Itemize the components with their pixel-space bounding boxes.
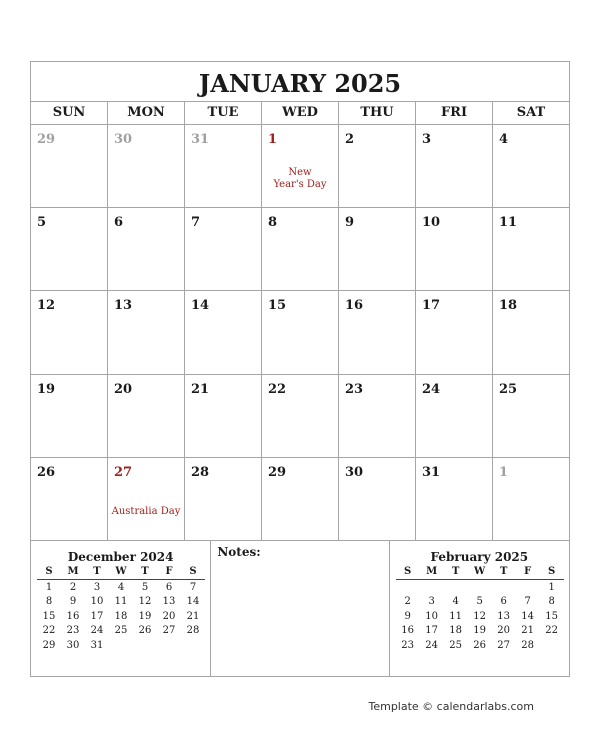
day-number: 6 <box>114 215 124 231</box>
mini-weekday: S <box>189 566 197 577</box>
day-cell[interactable] <box>261 125 338 207</box>
mini-weekday: T <box>451 566 460 577</box>
mini-day: 29 <box>42 639 56 651</box>
mini-weekday: T <box>141 566 149 577</box>
mini-day: 20 <box>162 610 176 622</box>
mini-day <box>516 581 540 595</box>
prev-month-title: December 2024 <box>67 550 174 564</box>
mini-weekday: M <box>67 566 79 577</box>
mini-day: 9 <box>404 610 411 622</box>
day-cell[interactable] <box>338 458 415 540</box>
day-number: 1 <box>499 464 509 480</box>
mini-day: 20 <box>497 625 511 637</box>
day-cell[interactable] <box>415 125 492 207</box>
day-cell[interactable] <box>184 291 261 373</box>
mini-day <box>420 581 444 595</box>
day-number: 29 <box>37 132 56 147</box>
day-number: 30 <box>345 464 364 480</box>
notes-area[interactable] <box>210 541 389 677</box>
mini-day: 10 <box>90 596 104 608</box>
mini-week-row <box>396 639 564 653</box>
day-number: 30 <box>114 132 133 147</box>
day-number: 27 <box>114 464 133 480</box>
next-month-title: February 2025 <box>430 550 529 564</box>
footer-section <box>31 541 569 677</box>
day-number: 13 <box>114 298 133 314</box>
mini-day: 11 <box>449 610 463 622</box>
mini-day <box>133 639 157 653</box>
mini-day: 16 <box>66 610 80 622</box>
day-number: 25 <box>499 381 518 397</box>
day-number: 15 <box>268 298 287 314</box>
weekday-thu: THU <box>338 102 415 124</box>
mini-weekday: F <box>165 566 173 577</box>
mini-day: 21 <box>186 610 200 622</box>
mini-day: 18 <box>449 625 463 637</box>
day-number: 31 <box>191 132 210 147</box>
week-row <box>31 375 569 458</box>
mini-day <box>109 639 133 653</box>
day-cell[interactable] <box>492 208 569 290</box>
day-number: 21 <box>191 381 210 397</box>
day-number: 5 <box>37 215 47 231</box>
day-cell[interactable] <box>338 291 415 373</box>
next-month-calendar <box>390 541 569 677</box>
mini-day: 19 <box>138 610 152 622</box>
month-title: JANUARY 2025 <box>31 62 569 102</box>
mini-weekday: S <box>548 566 556 577</box>
mini-day: 1 <box>45 582 53 593</box>
mini-day: 28 <box>521 639 535 651</box>
day-number: 28 <box>191 464 210 480</box>
mini-day <box>396 581 420 595</box>
next-month-weekdays <box>396 565 564 580</box>
mini-day: 26 <box>138 625 152 637</box>
mini-weekday: F <box>524 566 532 577</box>
weekday-tue: TUE <box>184 102 261 124</box>
day-number: 1 <box>268 132 278 147</box>
day-number: 22 <box>268 381 287 397</box>
weekday-header <box>31 102 569 125</box>
mini-week-row <box>396 595 564 609</box>
mini-day: 1 <box>548 582 555 593</box>
mini-weekday: W <box>115 566 127 577</box>
week-row <box>31 458 569 541</box>
mini-day <box>540 639 564 653</box>
mini-day: 28 <box>186 625 200 637</box>
prev-month-weekdays <box>37 565 205 580</box>
mini-day: 3 <box>93 582 101 593</box>
day-cell[interactable] <box>31 125 107 207</box>
mini-weekday: S <box>45 566 53 577</box>
day-cell[interactable] <box>492 291 569 373</box>
day-number: 29 <box>268 464 287 480</box>
day-number: 7 <box>191 215 201 231</box>
day-cell[interactable] <box>261 458 338 540</box>
mini-day: 9 <box>69 596 77 608</box>
week-row <box>31 291 569 374</box>
day-number: 19 <box>37 381 56 397</box>
mini-day: 30 <box>66 639 80 651</box>
mini-day: 10 <box>425 610 439 622</box>
mini-week-row <box>396 581 564 595</box>
mini-week-row <box>37 639 205 653</box>
mini-day <box>181 639 205 653</box>
mini-weekday: S <box>404 566 412 577</box>
day-cell[interactable] <box>184 208 261 290</box>
holiday-label: New Year's Day <box>273 167 327 190</box>
mini-day: 5 <box>476 596 483 608</box>
mini-day <box>492 581 516 595</box>
calendar <box>30 61 570 677</box>
notes-label: Notes: <box>217 545 261 559</box>
mini-day: 8 <box>548 596 555 608</box>
mini-day <box>468 581 492 595</box>
mini-day: 24 <box>425 639 439 651</box>
mini-weekday: W <box>474 566 486 577</box>
mini-day: 27 <box>162 625 176 637</box>
mini-day: 22 <box>545 625 559 637</box>
day-number: 10 <box>422 215 441 231</box>
day-number: 23 <box>345 381 364 397</box>
day-cell[interactable] <box>415 208 492 290</box>
day-cell[interactable] <box>184 125 261 207</box>
day-number: 16 <box>345 298 364 314</box>
mini-day: 23 <box>401 639 415 651</box>
mini-day: 6 <box>500 596 507 608</box>
mini-day: 15 <box>42 610 56 622</box>
day-number: 9 <box>345 215 355 231</box>
mini-day: 23 <box>66 625 80 637</box>
day-cell[interactable] <box>31 375 107 457</box>
day-cell[interactable] <box>107 375 184 457</box>
mini-week-row <box>37 581 205 595</box>
mini-day: 25 <box>114 625 128 637</box>
mini-weekday: T <box>499 566 508 577</box>
day-cell[interactable] <box>107 208 184 290</box>
day-number: 26 <box>37 464 56 480</box>
mini-day: 14 <box>521 610 535 622</box>
mini-week-row <box>37 624 205 638</box>
mini-day: 2 <box>69 582 77 593</box>
day-number: 17 <box>422 298 441 314</box>
day-number: 18 <box>499 298 518 314</box>
day-cell[interactable] <box>261 375 338 457</box>
mini-day: 19 <box>473 625 487 637</box>
mini-day: 7 <box>524 596 531 608</box>
day-number: 20 <box>114 381 133 397</box>
mini-day: 14 <box>186 596 200 608</box>
mini-day: 2 <box>404 596 411 608</box>
weekday-mon: MON <box>107 102 184 124</box>
mini-weekday: M <box>426 566 438 577</box>
day-cell[interactable] <box>338 375 415 457</box>
day-cell[interactable] <box>338 125 415 207</box>
mini-day: 12 <box>138 596 152 608</box>
weekday-wed: WED <box>261 102 338 124</box>
holiday-label: Australia Day <box>111 505 181 517</box>
mini-day: 21 <box>521 625 535 637</box>
mini-day: 13 <box>497 610 511 622</box>
mini-day: 22 <box>42 625 56 637</box>
mini-weekday: T <box>93 566 101 577</box>
day-cell[interactable] <box>31 458 107 540</box>
mini-day: 11 <box>114 596 128 608</box>
weekday-sun: SUN <box>52 105 86 120</box>
mini-day: 26 <box>473 639 487 651</box>
day-number: 12 <box>37 298 56 314</box>
day-cell[interactable] <box>415 375 492 457</box>
day-cell[interactable] <box>261 208 338 290</box>
day-cell[interactable] <box>107 291 184 373</box>
day-cell[interactable] <box>31 208 107 290</box>
mini-day: 6 <box>165 582 173 593</box>
mini-day: 24 <box>90 625 104 637</box>
day-cell[interactable] <box>492 125 569 207</box>
mini-day: 4 <box>117 582 125 593</box>
mini-day: 3 <box>428 596 435 608</box>
day-number: 4 <box>499 132 509 147</box>
week-row <box>31 208 569 291</box>
mini-day: 17 <box>425 625 439 637</box>
mini-day: 18 <box>114 610 128 622</box>
next-month-days <box>396 581 564 653</box>
mini-day: 25 <box>449 639 463 651</box>
mini-day: 16 <box>401 625 415 637</box>
weekday-sat: SAT <box>492 102 569 124</box>
weekday-fri: FRI <box>415 102 492 124</box>
week-row <box>31 125 569 208</box>
day-cell[interactable] <box>492 375 569 457</box>
day-cell[interactable] <box>261 291 338 373</box>
mini-day: 31 <box>90 639 104 651</box>
prev-month-calendar <box>31 541 210 677</box>
mini-week-row <box>396 624 564 638</box>
mini-week-row <box>37 610 205 624</box>
day-number: 3 <box>422 132 432 147</box>
day-cell[interactable] <box>492 458 569 540</box>
mini-day: 8 <box>45 596 53 608</box>
day-grid <box>31 125 569 541</box>
day-number: 14 <box>191 298 210 314</box>
mini-day: 4 <box>452 596 459 608</box>
day-cell[interactable] <box>415 458 492 540</box>
day-cell[interactable] <box>415 291 492 373</box>
day-number: 24 <box>422 381 441 397</box>
mini-day <box>444 581 468 595</box>
mini-day: 15 <box>545 610 559 622</box>
day-number: 8 <box>268 215 278 231</box>
day-cell[interactable] <box>107 458 184 540</box>
day-cell[interactable] <box>338 208 415 290</box>
day-cell[interactable] <box>184 458 261 540</box>
day-number: 11 <box>499 215 518 231</box>
mini-day: 13 <box>162 596 176 608</box>
mini-day <box>157 639 181 653</box>
mini-day: 5 <box>141 582 149 593</box>
template-credit: Template © calendarlabs.com <box>368 700 534 713</box>
prev-month-days <box>37 581 205 653</box>
mini-day: 27 <box>497 639 511 651</box>
mini-week-row <box>396 610 564 624</box>
day-cell[interactable] <box>107 125 184 207</box>
mini-day: 7 <box>189 582 197 593</box>
day-cell[interactable] <box>184 375 261 457</box>
mini-day: 17 <box>90 610 104 622</box>
day-number: 31 <box>422 464 441 480</box>
mini-day: 12 <box>473 610 487 622</box>
mini-week-row <box>37 595 205 609</box>
day-cell[interactable] <box>31 291 107 373</box>
day-number: 2 <box>345 132 355 147</box>
